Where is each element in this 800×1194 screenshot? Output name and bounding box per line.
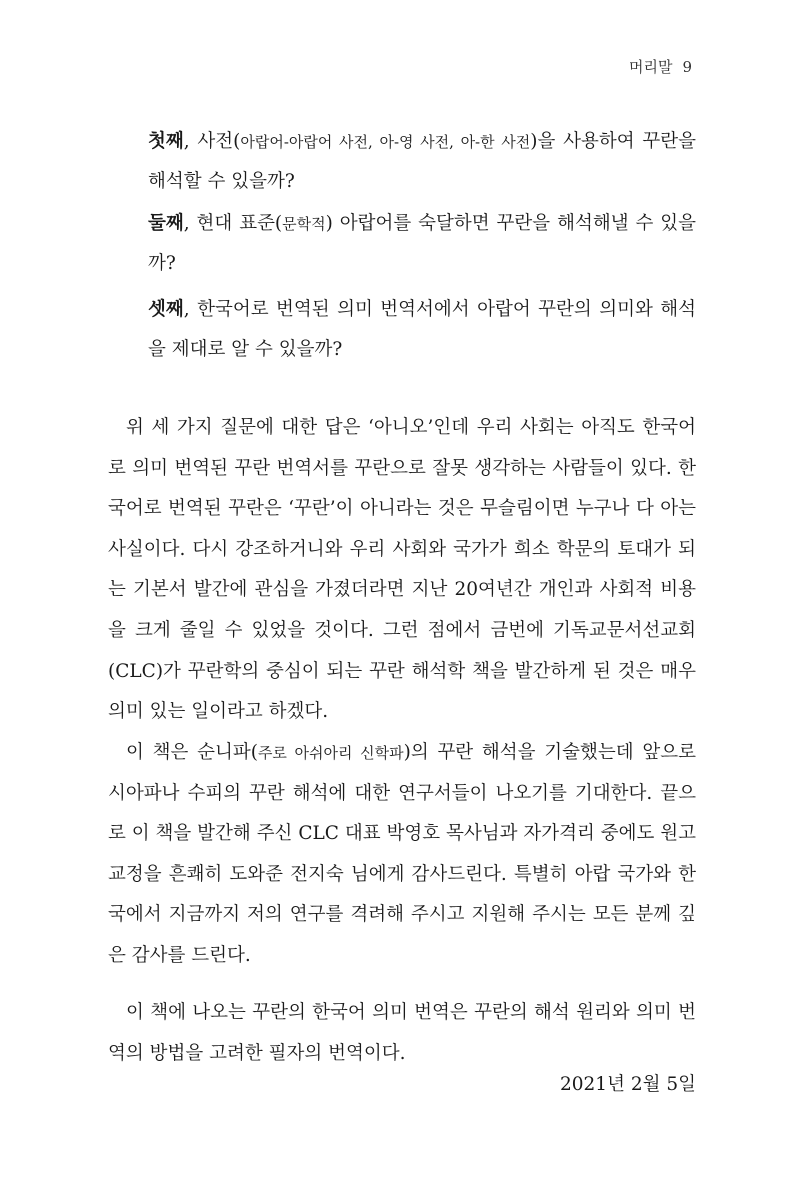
question-text: )을 사용하여 꾸란을 해석할 수 있을까? — [148, 131, 696, 192]
question-small-text: 아랍어-아랍어 사전, 아-영 사전, 아-한 사전 — [240, 133, 531, 151]
question-text: , 사전( — [183, 131, 241, 152]
question-small-text: 문학적 — [282, 215, 326, 233]
question-text: , 한국어로 번역된 의미 번역서에서 아랍어 꾸란의 의미와 해석을 제대로 알 수 있을까? — [148, 299, 696, 360]
question-2 — [148, 204, 696, 284]
paragraph-small-text: 주로 아쉬아리 신학파 — [257, 744, 404, 762]
paragraph-1: 위 세 가지 질문에 대한 답은 ‘아니오’인데 우리 사회는 아직도 한국어로 의미 번역된 꾸란 번역서를 꾸란으로 잘못 생각하는 사람들이 있다. 한국어로 번역된 꾸란은 ‘꾸란’이 아니라는 것은 무슬림이면 누구나 다 아는 사실이다. 다시 강조하거니와 우리 사회와 국가가 희소 학문의 토대가 되는 기본서 발간에 관심을 가졌더라면 지난 20여년간 개인과 사회적 비용을 크게 줄일 수 있었을 것이다. 그런 점에서 금번에 기독교문서선교회(CLC)가 꾸란학의 중심이 되는 꾸란 해석학 책을 발간하게 된 것은 매우 의미 있는 일이라고 하겠다. — [108, 417, 696, 723]
paragraph-text: 이 책은 순니파( — [126, 742, 258, 763]
question-lead: 첫째 — [148, 131, 184, 152]
paragraph-text: )의 꾸란 해석을 기술했는데 앞으로 시아파나 수피의 꾸란 해석에 대한 연구서들이 나오기를 기대한다. 끝으로 이 책을 발간해 주신 CLC 대표 박영호 목사님과 자가격리 중에도 원고 교정을 흔쾌히 도와준 전지숙 님에게 감사드린다. 특별히 아랍 국가와 한국에서 지금까지 저의 연구를 격려해 주시고 지원해 주시는 모든 분께 깊은 감사를 드린다. — [108, 742, 696, 966]
section-title: 머리말 — [628, 58, 673, 76]
date-line: 2021년 2월 5일 — [560, 1074, 696, 1095]
question-3 — [148, 290, 696, 370]
running-header — [629, 56, 692, 77]
paragraph-2 — [108, 733, 696, 977]
question-lead: 둘째 — [148, 213, 184, 234]
question-text: , 현대 표준( — [183, 213, 283, 234]
question-text: ) 아랍어를 숙달하면 꾸란을 해석해낼 수 있을까? — [148, 213, 696, 274]
question-lead: 셋째 — [148, 299, 184, 320]
page-number: 9 — [682, 58, 692, 76]
question-1 — [148, 122, 696, 202]
paragraph-3: 이 책에 나오는 꾸란의 한국어 의미 번역은 꾸란의 해석 원리와 의미 번역의 방법을 고려한 필자의 번역이다. — [108, 1002, 696, 1064]
